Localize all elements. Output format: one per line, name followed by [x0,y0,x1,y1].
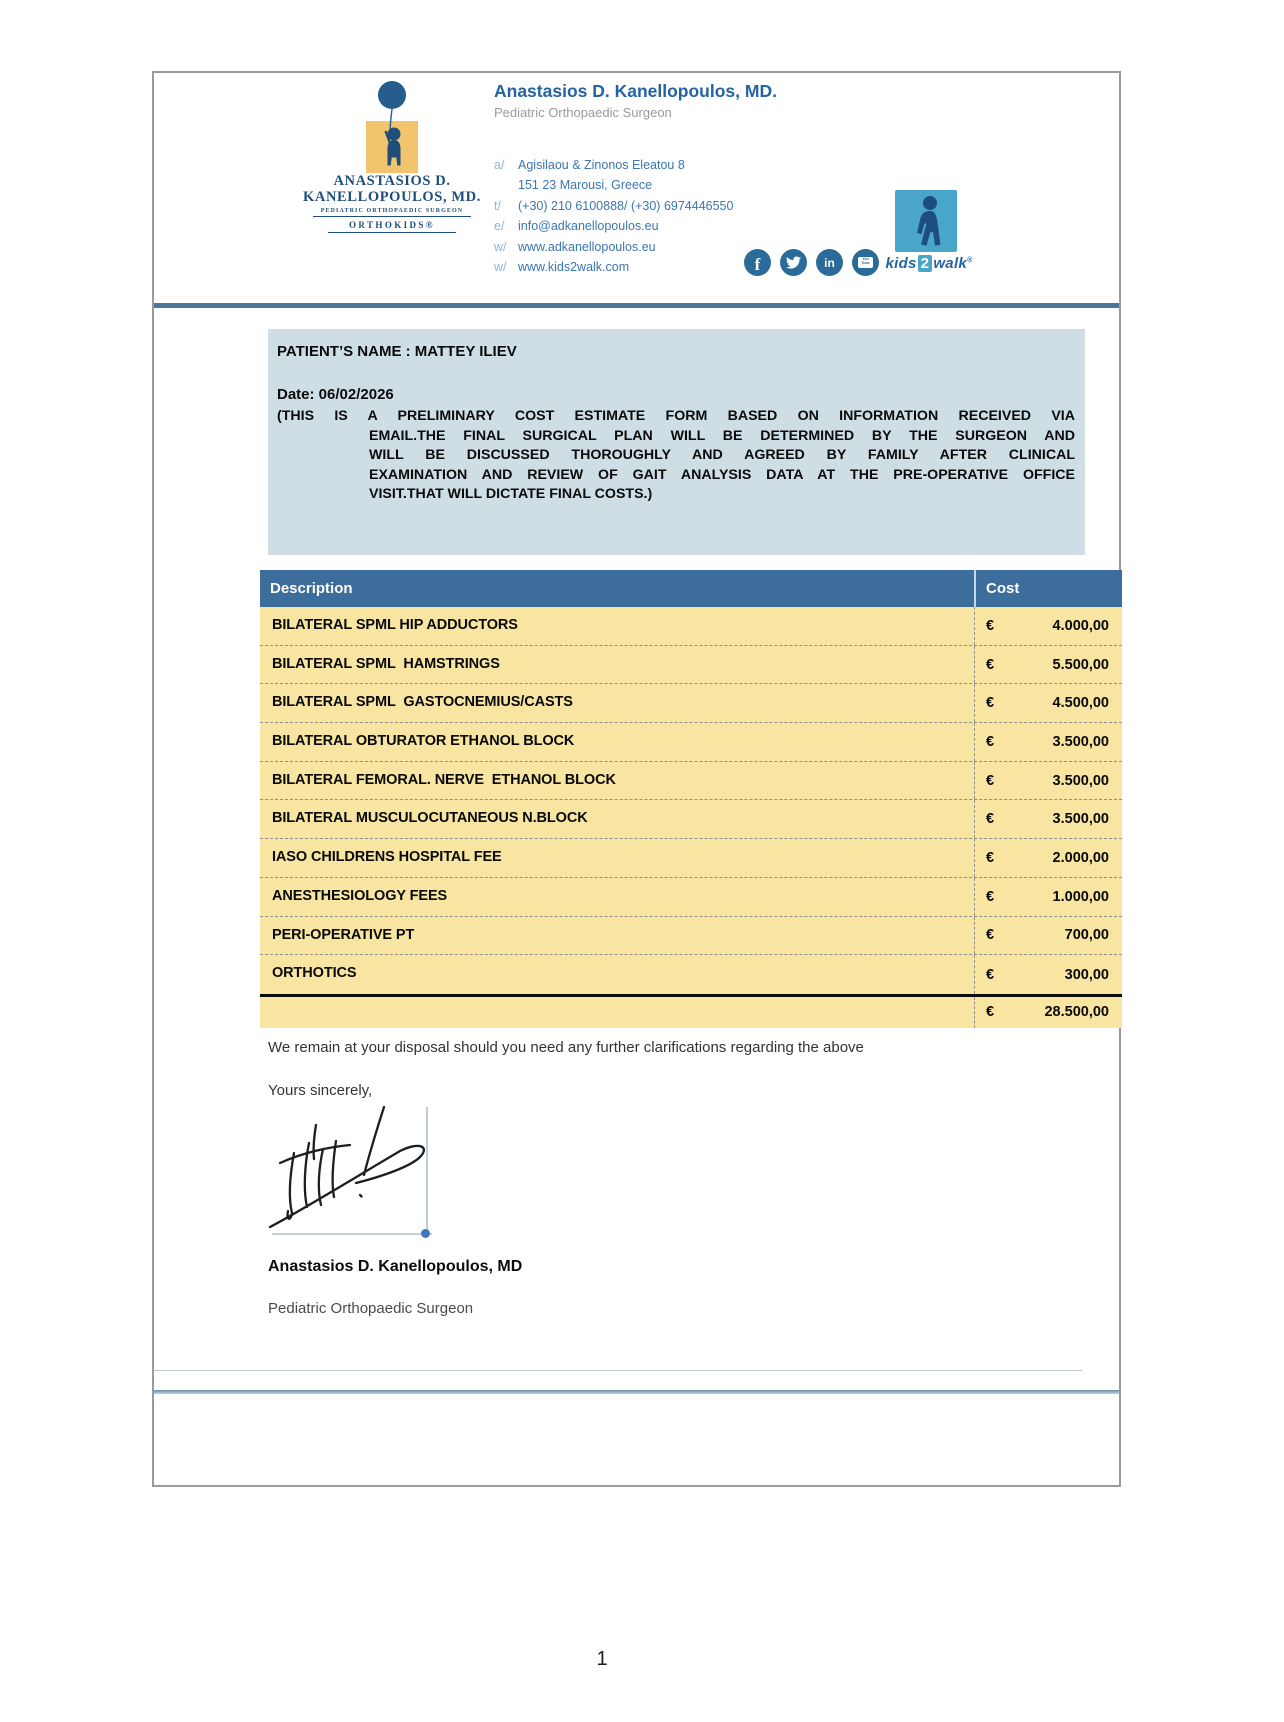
row-description: ANESTHESIOLOGY FEES [272,887,448,904]
row-cost-cell [974,646,1122,684]
contact-row [494,257,733,277]
currency-symbol: € [986,849,995,866]
row-description: BILATERAL SPML GASTOCNEMIUS/CASTS [272,694,573,711]
contact-label [494,175,518,195]
facebook-icon[interactable] [744,249,771,276]
currency-symbol: € [986,888,995,905]
row-description: BILATERAL OBTURATOR ETHANOL BLOCK [272,733,575,750]
contact-row [494,155,733,175]
row-amount: 4.000,00 [1052,617,1109,634]
table-body [260,607,1122,994]
note-line: EXAMINATION AND REVIEW OF GAIT ANALYSIS DATA AT THE PRE-OPERATIVE OFFICE [369,466,1075,483]
linkedin-glyph: in [824,255,835,270]
cost-table [260,570,1122,1028]
closing-line: We remain at your disposal should you need any further clarifications regarding the above [268,1039,864,1056]
contact-row [494,237,733,257]
sign-off-line: Yours sincerely, [268,1082,373,1099]
row-amount: 2.000,00 [1052,849,1109,866]
table-total-row [260,994,1122,1028]
row-amount: 3.500,00 [1052,811,1109,828]
table-header-row [260,570,1122,607]
signature-bracket-horizontal [272,1233,432,1235]
total-spacer [260,997,974,1028]
contact-row [494,196,733,216]
estimate-note [277,407,1075,505]
logo-name-line2: KANELLOPOULOS, MD. [303,189,481,205]
row-cost-cell [974,800,1122,838]
currency-symbol: € [986,772,995,789]
contact-text[interactable]: info@adkanellopoulos.eu [518,219,659,234]
k2w-pre: kids [885,255,917,272]
row-description: IASO CHILDRENS HOSPITAL FEE [272,849,502,866]
table-row [260,955,1122,994]
kids2walk-logo-icon [895,190,957,252]
row-amount: 3.500,00 [1052,772,1109,789]
logo-text-block [274,173,510,233]
contact-label: a/ [494,158,505,172]
document-page [152,71,1121,1487]
contact-row [494,175,733,195]
table-row [260,878,1122,917]
currency-symbol: € [986,733,995,750]
row-cost-cell [974,917,1122,955]
table-row [260,684,1122,723]
contact-text: Agisilaou & Zinonos Eleatou 8 [518,158,685,172]
note-line: EMAIL.THE FINAL SURGICAL PLAN WILL BE DETERMINED BY THE SURGEON AND [369,427,1075,444]
row-amount: 4.500,00 [1052,695,1109,712]
signature-bracket-vertical [426,1107,428,1235]
table-row [260,607,1122,646]
patient-info-box [268,329,1085,555]
youtube-glyph: You Tube [858,257,873,268]
currency-symbol: € [986,656,995,673]
currency-symbol: € [986,966,995,983]
logo-brand: ORTHOKIDS® [328,220,456,233]
table-row [260,917,1122,956]
note-line: WILL BE DISCUSSED THOROUGHLY AND AGREED BY FAMILY AFTER CLINICAL [369,447,1075,463]
contact-block [494,155,733,277]
currency-symbol: € [986,927,995,944]
total-amount: 28.500,00 [1044,1004,1109,1021]
facebook-glyph: f [754,254,761,274]
signature-handle-dot[interactable] [421,1229,430,1238]
row-amount: 3.500,00 [1052,733,1109,750]
page-number: 1 [596,1648,608,1670]
k2w-num: 2 [918,255,933,272]
contact-label: w/ [494,239,507,254]
cost-column-header: Cost [974,570,1122,607]
row-amount: 1.000,00 [1052,888,1109,905]
description-column-header: Description [270,580,353,597]
row-cost-cell [974,839,1122,877]
kids2walk-wordmark [854,255,1004,272]
contact-text[interactable]: www.adkanellopoulos.eu [518,239,656,254]
total-cost-cell [974,997,1122,1028]
twitter-bird-glyph [786,256,801,269]
row-cost-cell [974,878,1122,916]
footer-divider [154,1390,1119,1394]
note-line: VISIT.THAT WILL DICTATE FINAL COSTS.) [369,486,653,502]
row-cost-cell [974,723,1122,761]
row-description: BILATERAL MUSCULOCUTANEOUS N.BLOCK [272,810,588,827]
twitter-icon[interactable] [780,249,807,276]
footer-thin-rule [154,1370,1082,1371]
table-row [260,723,1122,762]
linkedin-icon[interactable] [816,249,843,276]
k2w-reg: ® [967,257,973,264]
logo-name-line1: ANASTASIOS D. [333,173,451,189]
row-description: PERI-OPERATIVE PT [272,926,415,943]
row-description: BILATERAL SPML HIP ADDUCTORS [272,617,518,633]
table-row [260,800,1122,839]
row-description: BILATERAL SPML HAMSTRINGS [272,655,500,672]
table-row [260,839,1122,878]
row-cost-cell [974,955,1122,994]
contact-label: t/ [494,198,501,213]
currency-symbol: € [986,811,995,828]
row-amount: 300,00 [1064,966,1109,983]
doctor-specialty: Pediatric Orthopaedic Surgeon [494,105,672,120]
signature-scrawl [264,1099,440,1241]
contact-label: e/ [494,219,505,234]
contact-text[interactable]: www.kids2walk.com [518,260,630,275]
doctor-name-title: Anastasios D. Kanellopoulos, MD. [494,81,777,101]
currency-symbol: € [986,617,995,634]
date-line: Date: 06/02/2026 [277,386,394,403]
currency-symbol: € [986,695,995,712]
row-cost-cell [974,762,1122,800]
signatory-name: Anastasios D. Kanellopoulos, MD [268,1258,523,1275]
contact-label: w/ [494,260,507,275]
contact-row [494,216,733,236]
row-cost-cell [974,607,1122,645]
currency-symbol: € [986,1004,995,1021]
header-divider [154,303,1119,308]
table-row [260,646,1122,685]
balloon-boy-logo-icon [332,79,444,175]
row-amount: 5.500,00 [1052,656,1109,673]
logo-subtitle: PEDIATRIC ORTHOPAEDIC SURGEON [313,208,471,217]
row-description: BILATERAL FEMORAL. NERVE ETHANOL BLOCK [272,771,616,788]
patient-name-line: PATIENT’S NAME : MATTEY ILIEV [277,343,517,360]
signatory-title: Pediatric Orthopaedic Surgeon [268,1300,474,1317]
row-cost-cell [974,684,1122,722]
row-amount: 700,00 [1064,927,1109,944]
row-description: ORTHOTICS [272,965,357,982]
contact-text: (+30) 210 6100888/ (+30) 6974446550 [518,198,734,213]
note-line: (THIS IS A PRELIMINARY COST ESTIMATE FORM BASED ON INFORMATION RECEIVED VIA [277,408,1075,424]
k2w-post: walk [933,255,968,272]
table-row [260,762,1122,801]
contact-text: 151 23 Marousi, Greece [518,178,653,193]
